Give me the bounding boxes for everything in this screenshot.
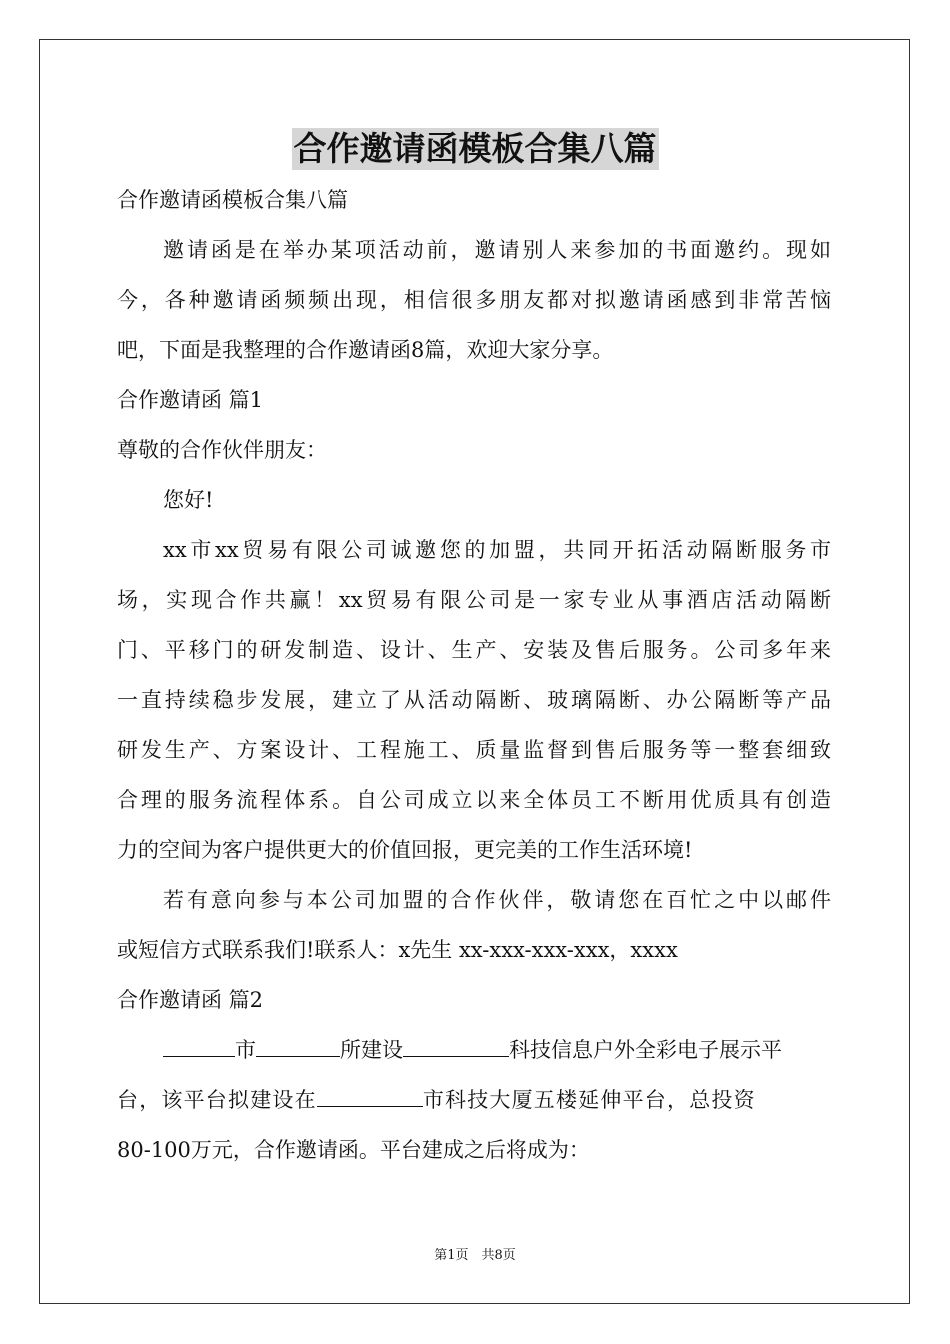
intro-line-1: 邀请函是在举办某项活动前，邀请别人来参加的书面邀约。现如: [163, 238, 831, 262]
intro-line-2: 今，各种邀请函频频出现，相信很多朋友都对拟邀请函感到非常苦恼: [117, 288, 831, 312]
p2-line-3: 80-100万元，合作邀请函。平台建成之后将成为：: [117, 1138, 590, 1162]
body-line-6: 合理的服务流程体系。自公司成立以来全体员工不断用优质具有创造: [117, 788, 831, 812]
contact-line-2: 或短信方式联系我们!联系人：x先生 xx-xxx-xxx-xxx，xxxx: [117, 938, 678, 962]
body-line-3: 门、平移门的研发制造、设计、生产、安装及售后服务。公司多年来: [117, 638, 831, 662]
p2-line-2: [117, 1086, 756, 1114]
fill-blank: [403, 1036, 509, 1057]
p2-line-1-text-c: 科技信息户外全彩电子展示平: [509, 1038, 782, 1062]
fill-blank: [256, 1036, 340, 1057]
p2-line-2-text-b: 市科技大厦五楼延伸平台，总投资: [422, 1088, 756, 1112]
body-line-7: 力的空间为客户提供更大的价值回报，更完美的工作生活环境!: [117, 838, 693, 862]
body-line-1: xx市xx贸易有限公司诚邀您的加盟，共同开拓活动隔断服务市: [163, 538, 831, 562]
title-container: [0, 128, 950, 170]
body-line-2: 场，实现合作共赢！xx贸易有限公司是一家专业从事酒店活动隔断: [117, 588, 831, 612]
fill-blank: [163, 1036, 235, 1057]
body-line-4: 一直持续稳步发展，建立了从活动隔断、玻璃隔断、办公隔断等产品: [117, 688, 831, 712]
p2-line-1: [163, 1036, 782, 1064]
contact-line-1: 若有意向参与本公司加盟的合作伙伴，敬请您在百忙之中以邮件: [163, 888, 831, 912]
section-heading-2: 合作邀请函 篇2: [117, 988, 264, 1012]
intro-line-3: 吧，下面是我整理的合作邀请函8篇，欢迎大家分享。: [117, 338, 614, 362]
subtitle-line: 合作邀请函模板合集八篇: [117, 188, 348, 212]
section-heading-1: 合作邀请函 篇1: [117, 388, 264, 412]
body-line-5: 研发生产、方案设计、工程施工、质量监督到售后服务等一整套细致: [117, 738, 831, 762]
greeting: 您好!: [163, 488, 214, 512]
page-border: [39, 39, 910, 1304]
page-footer: 第1页 共8页: [434, 1248, 516, 1263]
p2-line-2-text-a: 台，该平台拟建设在: [117, 1088, 317, 1112]
p2-line-1-text-b: 所建设: [340, 1038, 403, 1062]
fill-blank: [317, 1086, 423, 1107]
p2-line-1-text-a: 市: [235, 1038, 256, 1062]
document-title: 合作邀请函模板合集八篇: [293, 129, 657, 168]
salutation: 尊敬的合作伙伴朋友：: [117, 438, 327, 462]
